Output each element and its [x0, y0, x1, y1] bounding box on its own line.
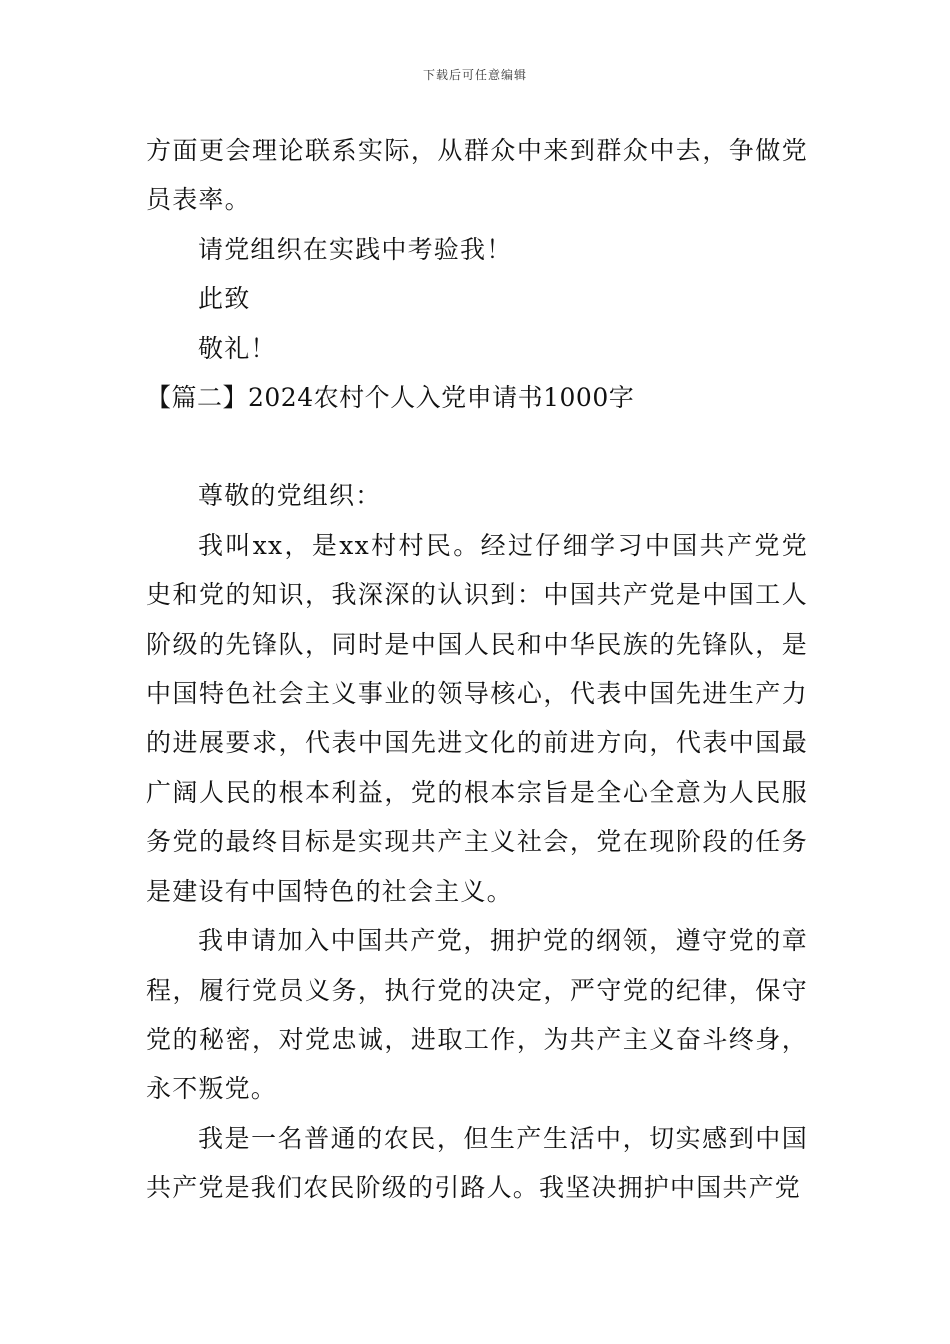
closing-jingli: 敬礼！: [198, 333, 277, 363]
section-title: 【篇二】2024农村个人入党申请书1000字: [146, 383, 635, 413]
page-header-note: 下载后可任意编辑: [422, 68, 527, 82]
document-body: [146, 126, 808, 1213]
paragraph-request: 请党组织在实践中考验我！: [198, 234, 513, 264]
salutation: 尊敬的党组织：: [198, 481, 382, 511]
closing-cizhi: 此致: [198, 284, 251, 314]
paragraph-introduction: 我叫xx，是xx村村民。经过仔细学习中国共产党党史和党的知识，我深深的认识到：中国共产党是中国工人阶级的先锋队，同时是中国人民和中华民族的先锋队，是中国特色社会主义事业的领导核心，代表中国先进生产力的进展要求，代表中国先进文化的前进方向，代表中国最广阔人民的根本利益，党的根本宗旨是全心全意为人民服务党的最终目标是实现共产主义社会，党在现阶段的任务是建设有中国特色的社会主义。: [146, 530, 808, 906]
section-gap: [146, 422, 808, 471]
paragraph-farmer: 我是一名普通的农民，但生产生活中，切实感到中国共产党是我们农民阶级的引路人。我坚决拥护中国共产党: [146, 1123, 808, 1203]
paragraph-pledge: 我申请加入中国共产党，拥护党的纲领，遵守党的章程，履行党员义务，执行党的决定，严守党的纪律，保守党的秘密，对党忠诚，进取工作，为共产主义奋斗终身，永不叛党。: [146, 926, 808, 1104]
paragraph-continuation: 方面更会理论联系实际，从群众中来到群众中去，争做党员表率。: [146, 136, 808, 215]
